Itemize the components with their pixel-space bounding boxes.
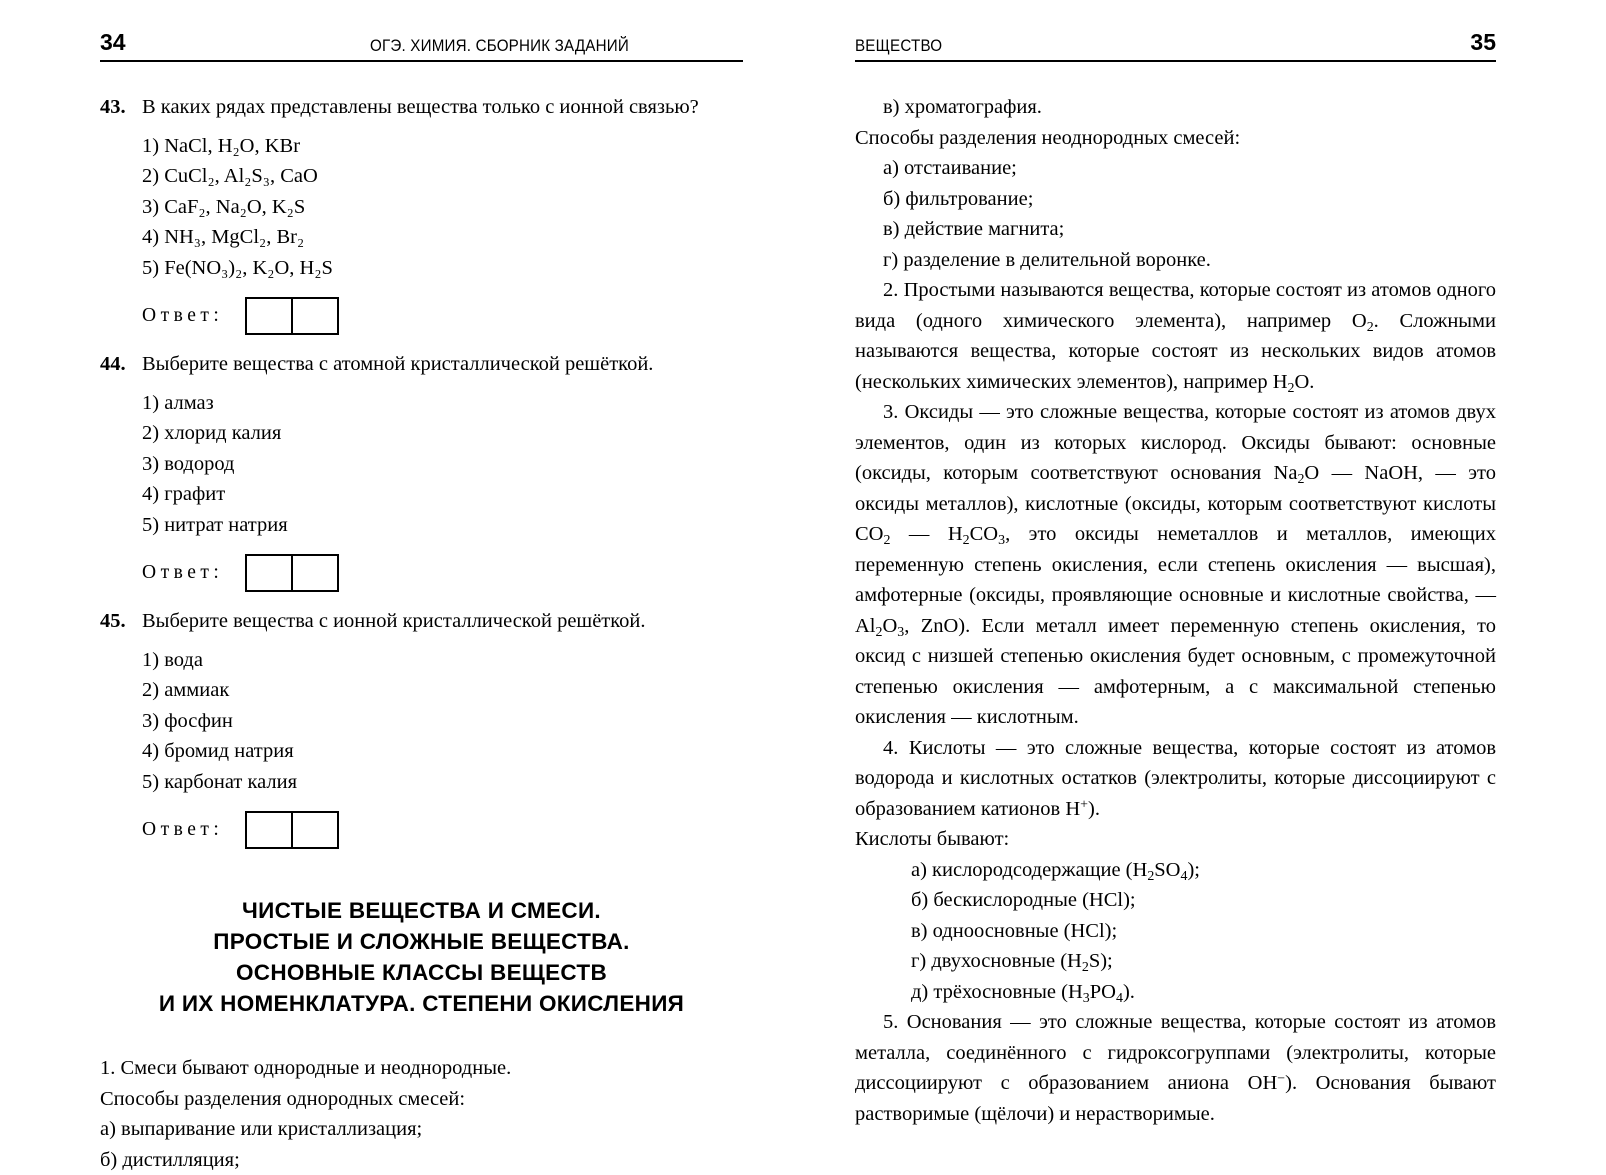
option-item[interactable]: 3) CaF₂, Na₂O, K₂S	[142, 192, 743, 223]
answer-label: Ответ:	[142, 558, 223, 589]
answer-box[interactable]	[245, 297, 339, 335]
option-item[interactable]: 4) NH₃, MgCl₂, Br₂	[142, 222, 743, 253]
theory-item2-text-c: O.	[1294, 371, 1314, 393]
answer-label: Ответ:	[142, 815, 223, 846]
task-45-answer-row	[142, 811, 743, 849]
theory-item5-text-b: ). Основания бывают растворимые (щёлочи) и нерастворимые.	[855, 1072, 1496, 1125]
option-item[interactable]: 5) нитрат натрия	[142, 510, 743, 541]
answer-cell[interactable]	[291, 813, 337, 847]
theory-item4-d-post: S);	[1089, 950, 1113, 972]
theory-item3-text-c: — H	[890, 523, 962, 545]
theory-item2-text-b: . Сложными называются вещества, которые состоят из нескольких видов атомов (нескольких химических элементов), например H	[855, 310, 1496, 393]
task-44-header	[100, 349, 743, 380]
theory-item4-line2: Кислоты бывают:	[855, 824, 1496, 855]
task-44-stem: Выберите вещества с атомной кристаллической решёткой.	[142, 349, 743, 380]
theory-item1-line2: Способы разделения однородных смесей:	[100, 1084, 743, 1115]
theory-item1-g: г) разделение в делительной воронке.	[855, 245, 1496, 276]
theory-item1-e: б) фильтрование;	[855, 184, 1496, 215]
theory-item3-text-e: , это оксиды неметаллов и металлов, имеющих переменную степень окисления, если степень окисления — высшая), амфотерные (оксиды, проявляющие основные и кислотные свойства, — Al	[855, 523, 1496, 637]
left-running-title: ОГЭ. ХИМИЯ. СБОРНИК ЗАДАНИЙ	[370, 37, 629, 56]
answer-box[interactable]	[245, 811, 339, 849]
option-item[interactable]: 2) CuCl₂, Al₂S₃, CaO	[142, 161, 743, 192]
theory-item4-e-post: ).	[1123, 981, 1135, 1003]
task-44-answer-row	[142, 554, 743, 592]
theory-item5-sup-a: −	[1277, 1072, 1285, 1087]
theory-item1-c: в) хроматография.	[855, 92, 1496, 123]
theory-left	[100, 1053, 743, 1175]
answer-cell[interactable]	[247, 299, 291, 333]
left-page-number: 34	[100, 29, 126, 56]
right-running-head	[855, 26, 1496, 62]
answer-box[interactable]	[245, 554, 339, 592]
theory-item4-a	[855, 855, 1496, 886]
theory-item2	[855, 275, 1496, 397]
answer-cell[interactable]	[247, 556, 291, 590]
task-43-number: 43.	[100, 92, 142, 123]
section-heading-line: ЧИСТЫЕ ВЕЩЕСТВА И СМЕСИ.	[100, 895, 743, 926]
task-45-stem: Выберите вещества с ионной кристаллической решёткой.	[142, 606, 743, 637]
theory-item4-e-sub2: 4	[1116, 990, 1123, 1005]
right-running-title: ВЕЩЕСТВО	[855, 37, 942, 56]
right-page-number: 35	[1470, 29, 1496, 56]
left-page	[0, 0, 803, 1164]
theory-item4-a-sub1: 2	[1147, 868, 1154, 883]
theory-item2-text-a: 2. Простыми называются вещества, которые состоят из атомов одного вида (одного химического элемента), например O	[855, 279, 1496, 332]
theory-item4-sup-a: +	[1080, 797, 1088, 812]
answer-cell[interactable]	[247, 813, 291, 847]
option-item[interactable]: 5) Fe(NO₃)₂, K₂O, H₂S	[142, 253, 743, 284]
theory-item2-sub-b: 2	[1288, 380, 1295, 395]
theory-item1-d: а) отстаивание;	[855, 153, 1496, 184]
right-column-body	[855, 92, 1496, 1129]
theory-item3-sub-a: 2	[1297, 472, 1304, 487]
task-44-number: 44.	[100, 349, 142, 380]
theory-item4-b: б) бескислородные (HCl);	[855, 885, 1496, 916]
option-item[interactable]: 3) водород	[142, 449, 743, 480]
theory-item4-e-sub1: 3	[1083, 990, 1090, 1005]
theory-item4-d	[855, 946, 1496, 977]
section-heading	[100, 895, 743, 1019]
theory-item4-e-mid: PO	[1090, 981, 1116, 1003]
theory-item3-sub-e: 2	[876, 624, 883, 639]
theory-item1-line3: Способы разделения неоднородных смесей:	[855, 123, 1496, 154]
theory-item1-a: а) выпаривание или кристаллизация;	[100, 1114, 743, 1145]
section-heading-line: ОСНОВНЫЕ КЛАССЫ ВЕЩЕСТВ	[100, 957, 743, 988]
theory-item3-sub-f: 3	[897, 624, 904, 639]
task-45	[100, 606, 743, 849]
theory-item3	[855, 397, 1496, 733]
theory-item4-d-sub: 2	[1082, 960, 1089, 975]
task-43-answer-row	[142, 297, 743, 335]
option-item[interactable]: 5) карбонат калия	[142, 767, 743, 798]
theory-item2-sub-a: 2	[1367, 319, 1374, 334]
theory-item4-a-post: );	[1187, 859, 1200, 881]
theory-item3-sub-c: 2	[963, 533, 970, 548]
task-43-options	[142, 131, 743, 284]
theory-item4-a-sub2: 4	[1181, 868, 1188, 883]
theory-item3-text-b: O — NaOH, — это оксиды металлов), кислотные (оксиды, которым соответствуют кислоты CO	[855, 462, 1496, 545]
right-page	[803, 0, 1606, 1164]
theory-item3-sub-d: 3	[998, 533, 1005, 548]
option-item[interactable]: 1) алмаз	[142, 388, 743, 419]
section-heading-line: ПРОСТЫЕ И СЛОЖНЫЕ ВЕЩЕСТВА.	[100, 926, 743, 957]
option-item[interactable]: 1) NaCl, H₂O, KBr	[142, 131, 743, 162]
theory-item4-text-a: 4. Кислоты — это сложные вещества, которые состоят из атомов водорода и кислотных остатков (электролиты, которые диссоциируют с образованием катионов H	[855, 737, 1496, 820]
answer-cell[interactable]	[291, 556, 337, 590]
theory-item4-e-pre: д) трёхосновные (H	[911, 981, 1083, 1003]
option-item[interactable]: 1) вода	[142, 645, 743, 676]
theory-item4-a-pre: а) кислородсодержащие (H	[911, 859, 1147, 881]
option-item[interactable]: 3) фосфин	[142, 706, 743, 737]
left-running-head	[100, 26, 743, 62]
theory-item4-e	[855, 977, 1496, 1008]
theory-item3-sub-b: 2	[883, 533, 890, 548]
task-43-header	[100, 92, 743, 123]
theory-item4-a-mid: SO	[1154, 859, 1180, 881]
answer-cell[interactable]	[291, 299, 337, 333]
theory-item3-text-g: , ZnO). Если металл имеет переменную степень окисления, то оксид с низшей степенью окисления будет основным, с промежуточной степенью окисления — амфотерным, а с максимальной степенью окисления — кислотным.	[855, 615, 1496, 729]
task-43-stem: В каких рядах представлены вещества только с ионной связью?	[142, 92, 743, 123]
theory-item5	[855, 1007, 1496, 1129]
task-45-options	[142, 645, 743, 798]
task-45-number: 45.	[100, 606, 142, 637]
theory-item3-text-a: 3. Оксиды — это сложные вещества, которые состоят из атомов двух элементов, один из которых кислород. Оксиды бывают: основные (оксиды, которым соответствуют основания Na	[855, 401, 1496, 484]
theory-item1-line1: 1. Смеси бывают однородные и неоднородные.	[100, 1053, 743, 1084]
theory-item4-c: в) одноосновные (HCl);	[855, 916, 1496, 947]
answer-label: Ответ:	[142, 301, 223, 332]
theory-item1-b: б) дистилляция;	[100, 1145, 743, 1175]
theory-item4-text-b: ).	[1088, 798, 1100, 820]
theory-item4	[855, 733, 1496, 825]
option-item[interactable]: 2) аммиак	[142, 675, 743, 706]
task-44-options	[142, 388, 743, 541]
task-44	[100, 349, 743, 592]
theory-item4-d-pre: г) двухосновные (H	[911, 950, 1082, 972]
theory-item3-text-f: O	[882, 615, 897, 637]
section-heading-line: И ИХ НОМЕНКЛАТУРА. СТЕПЕНИ ОКИСЛЕНИЯ	[100, 988, 743, 1019]
theory-item1-f: в) действие магнита;	[855, 214, 1496, 245]
theory-item3-text-d: CO	[970, 523, 998, 545]
option-item[interactable]: 4) графит	[142, 479, 743, 510]
task-43	[100, 92, 743, 335]
option-item[interactable]: 2) хлорид калия	[142, 418, 743, 449]
theory-item5-text-a: 5. Основания — это сложные вещества, которые состоят из атомов металла, соединённого с гидроксогруппами (электролиты, которые диссоциируют с образованием аниона OH	[855, 1011, 1496, 1094]
left-column-body	[100, 92, 743, 1175]
task-45-header	[100, 606, 743, 637]
option-item[interactable]: 4) бромид натрия	[142, 736, 743, 767]
